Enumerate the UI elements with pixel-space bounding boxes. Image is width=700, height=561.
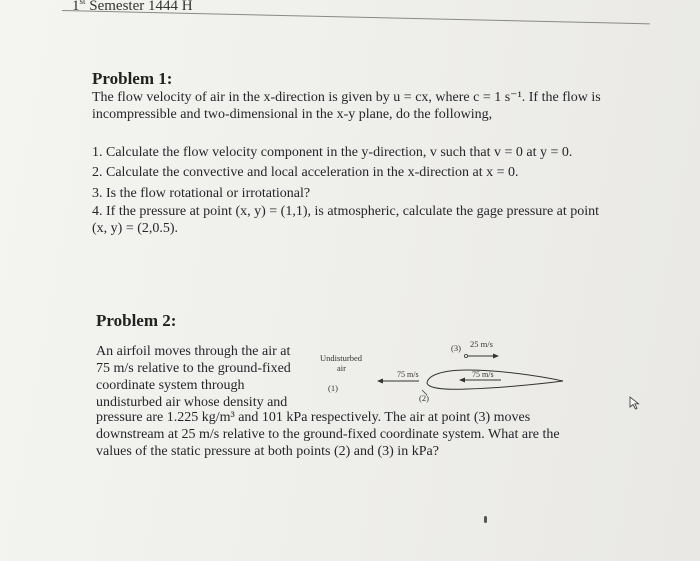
problem2-line-3: coordinate system through bbox=[96, 378, 245, 393]
point-2-label: (2) bbox=[419, 393, 429, 403]
undisturbed-label: Undisturbed bbox=[320, 353, 363, 363]
speed-inside-label: 75 m/s bbox=[472, 370, 494, 379]
problem2-line-7: values of the static pressure at both points (2) and (3) in kPa? bbox=[96, 444, 439, 459]
point-3-label: (3) bbox=[451, 343, 461, 353]
problem1-task-4-line2: (x, y) = (2,0.5). bbox=[92, 221, 179, 236]
problem1-task-4 bbox=[92, 203, 612, 237]
problem2-line-2: 75 m/s relative to the ground-fixed bbox=[96, 361, 291, 376]
air-label: air bbox=[337, 363, 346, 373]
mouse-pointer-icon bbox=[628, 395, 642, 411]
problem1-task-1: 1. Calculate the flow velocity component in the y-direction, v such that v = 0 at y = 0. bbox=[92, 145, 573, 160]
problem1-task-4-line1: 4. If the pressure at point (x, y) = (1,1), is atmospheric, calculate the gage pressure at point bbox=[92, 204, 600, 219]
problem2-line-5: pressure are 1.225 kg/m³ and 101 kPa respectively. The air at point (3) moves bbox=[96, 410, 531, 425]
problem1-intro-line2: incompressible and two-dimensional in the x-y plane, do the following, bbox=[92, 107, 493, 122]
problem1-intro-line1: The flow velocity of air in the x-direction is given by u = cx, where c = 1 s⁻¹. If the flow is bbox=[92, 90, 601, 105]
problem2-text-wrapped bbox=[96, 343, 306, 411]
problem2-text-full bbox=[96, 409, 616, 460]
point-1-label: (1) bbox=[328, 383, 338, 393]
problem2-heading: Problem 2: bbox=[96, 311, 177, 330]
problem1-task-2: 2. Calculate the convective and local acceleration in the x-direction at x = 0. bbox=[92, 165, 519, 180]
left-velocity-arrow bbox=[377, 379, 419, 384]
problem2-line-1: An airfoil moves through the air at bbox=[96, 344, 291, 359]
problem2-line-6: downstream at 25 m/s relative to the ground-fixed coordinate system. What are the bbox=[96, 427, 560, 442]
problem2-line-4: undisturbed air whose density and bbox=[96, 395, 288, 410]
pen-mark bbox=[484, 516, 487, 523]
problem1-task-3: 3. Is the flow rotational or irrotational? bbox=[92, 186, 311, 201]
airfoil-figure bbox=[315, 335, 570, 413]
problem1-heading: Problem 1: bbox=[92, 69, 173, 88]
speed-left-label: 75 m/s bbox=[397, 370, 419, 379]
speed-top-label: 25 m/s bbox=[470, 339, 493, 349]
header-rule bbox=[62, 10, 650, 24]
header-semester: 1st Semester 1444 H bbox=[72, 0, 193, 14]
problem1-intro bbox=[92, 89, 612, 123]
point-3-marker bbox=[464, 354, 499, 359]
